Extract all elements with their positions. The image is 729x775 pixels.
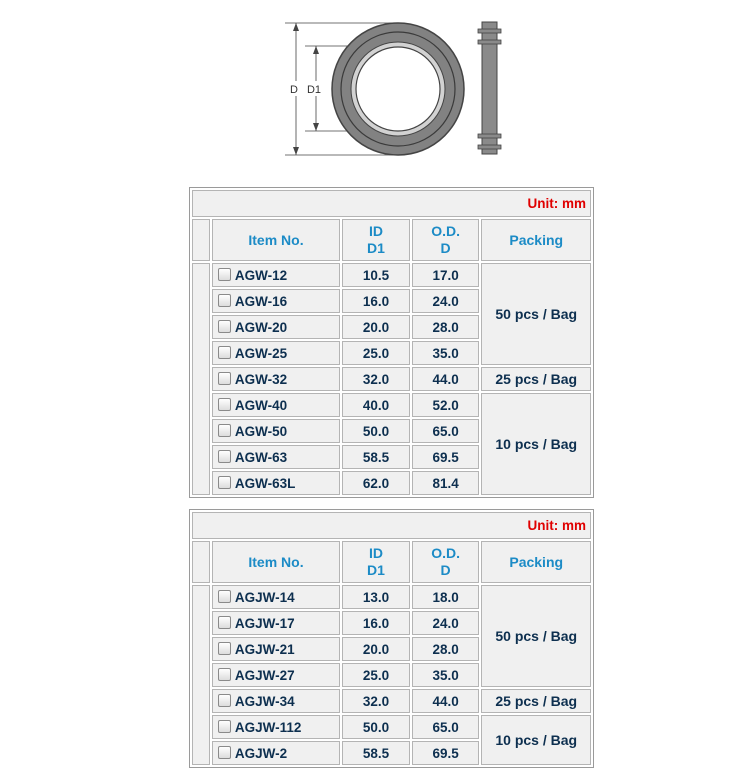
- item-number: AGW-50: [234, 423, 288, 439]
- header-od: O.D. D: [412, 219, 480, 261]
- od-value: 28.0: [412, 637, 480, 661]
- od-value: 28.0: [412, 315, 480, 339]
- header-id: ID D1: [342, 541, 410, 583]
- packing-value: 10 pcs / Bag: [481, 393, 591, 495]
- id-value: 50.0: [342, 715, 410, 739]
- packing-value: 25 pcs / Bag: [481, 367, 591, 391]
- id-value: 32.0: [342, 689, 410, 713]
- od-value: 44.0: [412, 367, 480, 391]
- item-cell: [212, 263, 340, 287]
- item-number: AGJW-27: [234, 667, 295, 683]
- item-cell: [212, 315, 340, 339]
- select-checkbox[interactable]: [218, 616, 231, 629]
- select-checkbox[interactable]: [218, 746, 231, 759]
- od-value: 18.0: [412, 585, 480, 609]
- agw-spec-table: [189, 187, 594, 498]
- item-number: AGW-16: [234, 293, 288, 309]
- id-value: 62.0: [342, 471, 410, 495]
- select-checkbox[interactable]: [218, 720, 231, 733]
- header-od: O.D. D: [412, 541, 480, 583]
- item-number: AGW-12: [234, 267, 288, 283]
- agjw-spec-table: [189, 509, 594, 768]
- item-cell: [212, 367, 340, 391]
- item-cell: [212, 341, 340, 365]
- item-number: AGJW-21: [234, 641, 295, 657]
- item-number: AGJW-34: [234, 693, 295, 709]
- unit-row: [192, 512, 591, 539]
- item-cell: [212, 689, 340, 713]
- id-value: 58.5: [342, 445, 410, 469]
- item-cell: [212, 393, 340, 417]
- item-number: AGJW-112: [234, 719, 302, 735]
- id-value: 16.0: [342, 611, 410, 635]
- item-cell: [212, 715, 340, 739]
- item-cell: [212, 471, 340, 495]
- id-value: 20.0: [342, 315, 410, 339]
- item-cell: [212, 663, 340, 687]
- id-value: 40.0: [342, 393, 410, 417]
- item-cell: [212, 445, 340, 469]
- od-value: 69.5: [412, 445, 480, 469]
- select-checkbox[interactable]: [218, 590, 231, 603]
- item-number: AGW-20: [234, 319, 288, 335]
- select-checkbox[interactable]: [218, 268, 231, 281]
- item-cell: [212, 585, 340, 609]
- select-checkbox[interactable]: [218, 320, 231, 333]
- unit-row: [192, 190, 591, 217]
- id-value: 16.0: [342, 289, 410, 313]
- gasket-dimension-diagram: [0, 0, 729, 175]
- id-value: 25.0: [342, 663, 410, 687]
- packing-value: 50 pcs / Bag: [481, 585, 591, 687]
- select-checkbox[interactable]: [218, 694, 231, 707]
- id-value: 58.5: [342, 741, 410, 765]
- item-number: AGW-25: [234, 345, 288, 361]
- select-checkbox[interactable]: [218, 424, 231, 437]
- header-spacer: [192, 219, 210, 261]
- item-cell: [212, 637, 340, 661]
- table-row: [192, 585, 591, 609]
- item-number: AGW-32: [234, 371, 288, 387]
- table-row: [192, 393, 591, 417]
- table-row: [192, 263, 591, 287]
- packing-value: 25 pcs / Bag: [481, 689, 591, 713]
- od-value: 65.0: [412, 419, 480, 443]
- select-checkbox[interactable]: [218, 642, 231, 655]
- item-number: AGW-40: [234, 397, 288, 413]
- header-packing: Packing: [481, 541, 591, 583]
- id-value: 50.0: [342, 419, 410, 443]
- select-checkbox[interactable]: [218, 346, 231, 359]
- item-cell: [212, 289, 340, 313]
- id-value: 25.0: [342, 341, 410, 365]
- select-checkbox[interactable]: [218, 476, 231, 489]
- od-value: 35.0: [412, 341, 480, 365]
- table-row: [192, 367, 591, 391]
- item-cell: [212, 741, 340, 765]
- header-id: ID D1: [342, 219, 410, 261]
- dimension-label-d: D: [290, 84, 298, 96]
- packing-value: 50 pcs / Bag: [481, 263, 591, 365]
- item-cell: [212, 419, 340, 443]
- od-value: 24.0: [412, 611, 480, 635]
- unit-label: Unit: mm: [527, 518, 586, 533]
- select-checkbox[interactable]: [218, 450, 231, 463]
- row-spacer: [192, 263, 210, 495]
- select-checkbox[interactable]: [218, 294, 231, 307]
- packing-value: 10 pcs / Bag: [481, 715, 591, 765]
- od-value: 81.4: [412, 471, 480, 495]
- od-value: 69.5: [412, 741, 480, 765]
- od-value: 35.0: [412, 663, 480, 687]
- item-number: AGJW-17: [234, 615, 295, 631]
- od-value: 44.0: [412, 689, 480, 713]
- item-number: AGW-63L: [234, 475, 296, 491]
- od-value: 52.0: [412, 393, 480, 417]
- item-cell: [212, 611, 340, 635]
- od-value: 17.0: [412, 263, 480, 287]
- unit-label: Unit: mm: [527, 196, 586, 211]
- select-checkbox[interactable]: [218, 398, 231, 411]
- table-row: [192, 689, 591, 713]
- id-value: 32.0: [342, 367, 410, 391]
- item-number: AGJW-2: [234, 745, 288, 761]
- select-checkbox[interactable]: [218, 372, 231, 385]
- id-value: 10.5: [342, 263, 410, 287]
- item-number: AGW-63: [234, 449, 288, 465]
- header-spacer: [192, 541, 210, 583]
- od-value: 65.0: [412, 715, 480, 739]
- id-value: 13.0: [342, 585, 410, 609]
- row-spacer: [192, 585, 210, 765]
- select-checkbox[interactable]: [218, 668, 231, 681]
- od-value: 24.0: [412, 289, 480, 313]
- header-item-no: Item No.: [212, 541, 340, 583]
- header-item-no: Item No.: [212, 219, 340, 261]
- header-packing: Packing: [481, 219, 591, 261]
- dimension-label-d1: D1: [306, 84, 322, 96]
- table-row: [192, 715, 591, 739]
- item-number: AGJW-14: [234, 589, 295, 605]
- id-value: 20.0: [342, 637, 410, 661]
